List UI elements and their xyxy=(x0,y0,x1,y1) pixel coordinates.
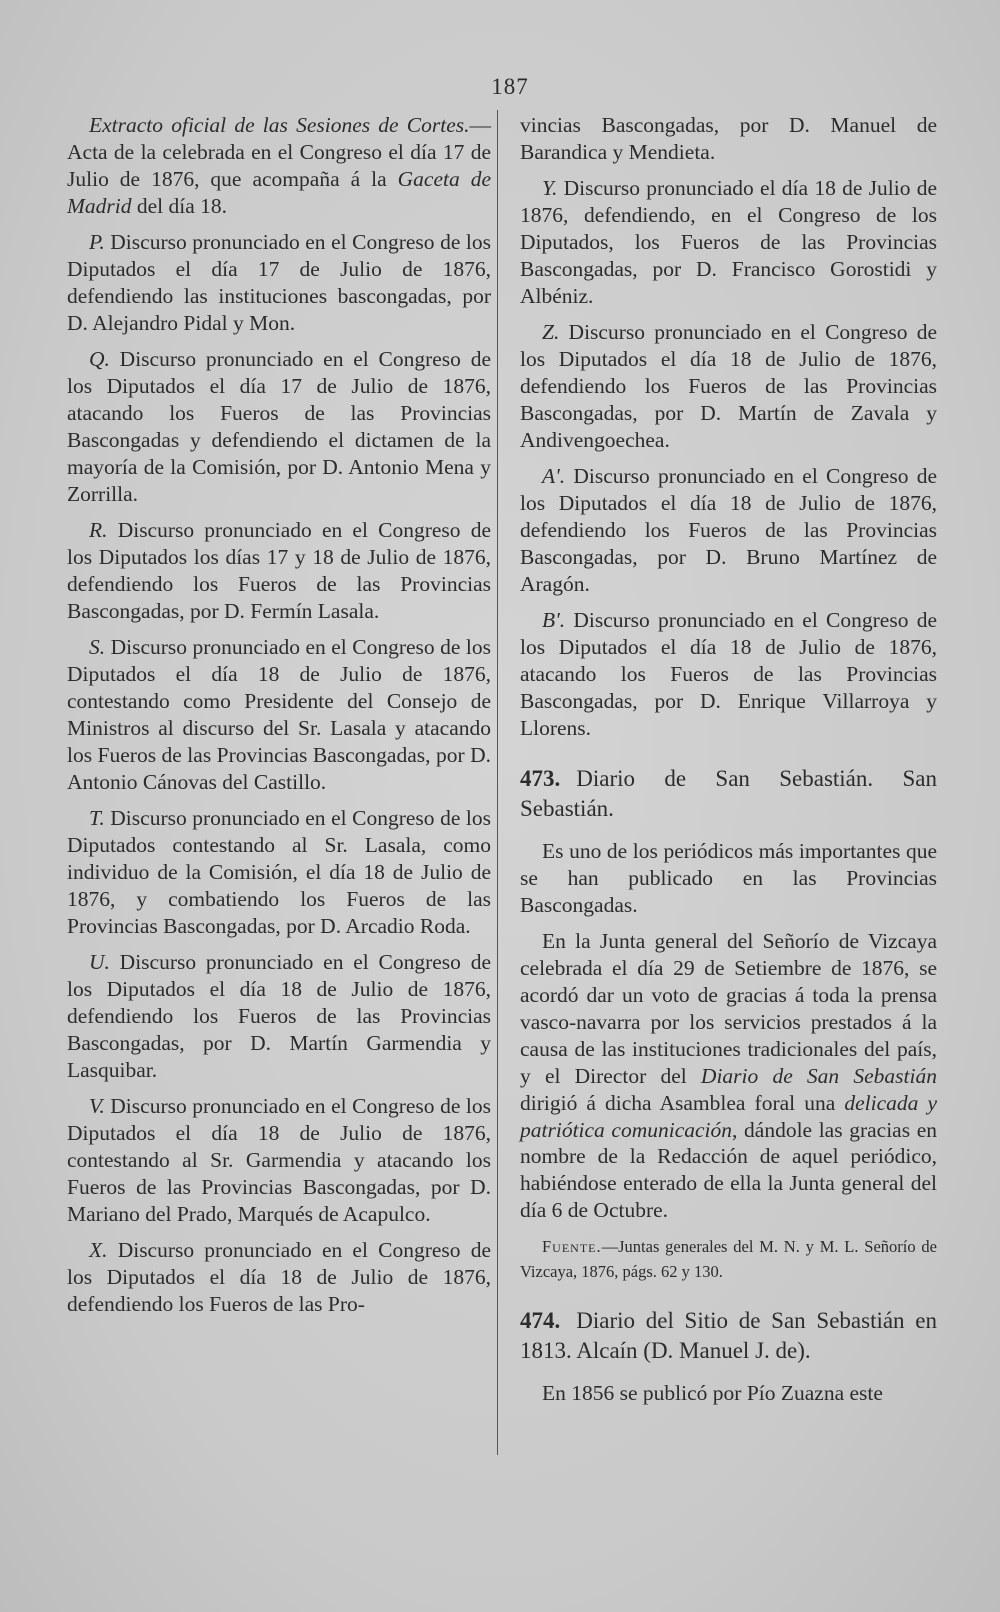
left-column xyxy=(67,112,491,1328)
item-z xyxy=(520,319,937,454)
source-label: Fuente. xyxy=(542,1236,602,1256)
entry-474-heading xyxy=(520,1306,937,1366)
diario-title: Diario de San Sebastián xyxy=(700,1063,937,1088)
item-y xyxy=(520,175,937,310)
item-b-prime xyxy=(520,607,937,742)
item-letter: Z. xyxy=(542,320,560,345)
item-letter: R. xyxy=(89,518,108,543)
intro-lead: Extracto oficial de las Sesiones de Cortes. xyxy=(89,113,470,137)
communication-phrase: delicada y patriótica comunicación xyxy=(520,1090,938,1142)
item-p xyxy=(67,229,491,337)
item-text: Discurso pronunciado en el Congreso de los Diputados el día 18 de Julio de 1876, contestando como Presidente del Consejo de Ministros al discurso del Sr. Lasala y atacando los Fueros de las Provincias Bascongadas, por D. Antonio Cánovas del Castillo. xyxy=(67,635,491,794)
item-v xyxy=(67,1093,491,1228)
intro-text: — Acta de la celebrada en el Congreso el día 17 de Julio de 1876, que acompaña á la xyxy=(67,113,491,191)
item-text: Discurso pronunciado en el Congreso de los Diputados el día 17 de Julio de 1876, atacando los Fueros de las Provincias Bascongadas y defendiendo el dictamen de la mayoría de la Comisión, por D. Antonio Mena y Zorrilla. xyxy=(67,347,491,506)
text-run: En la Junta general del Señorío de Vizcaya celebrada el día 29 de Setiembre de 1876, se acordó dar un voto de gracias á toda la prensa vasco-navarra por los servicios prestados á la causa de las instituciones tradicionales del país, y el Director del xyxy=(520,929,937,1088)
item-letter: U. xyxy=(89,950,110,975)
text-run: , dándole las gracias en nombre de la Redacción de aquel periódico, habiéndose enterado de ella la Junta general del día 6 de Octubre. xyxy=(520,1117,937,1223)
entry-number: 473. xyxy=(520,765,561,791)
item-a-prime xyxy=(520,463,937,598)
column-divider xyxy=(497,110,498,1455)
item-text: Discurso pronunciado en el Congreso de los Diputados el día 18 de Julio de 1876, defendiendo los Fueros de las Provincias Bascongadas, por D. Bruno Martínez de Aragón. xyxy=(520,464,937,596)
item-q xyxy=(67,346,491,507)
item-text: Discurso pronunciado en el Congreso de los Diputados el día 18 de Julio de 1876, defendiendo los Fueros de las Provincias Bascongadas, por D. Martín de Zavala y Andivengoechea. xyxy=(520,320,937,452)
item-letter: B'. xyxy=(542,608,566,633)
item-text: Discurso pronunciado el día 18 de Julio de 1876, defendiendo, en el Congreso de los Diputados, los Fueros de las Provincias Bascongadas, por D. Francisco Gorostidi y Albéniz. xyxy=(520,176,937,308)
item-letter: S. xyxy=(89,635,106,660)
item-letter: X. xyxy=(89,1238,108,1263)
item-text: Discurso pronunciado en el Congreso de los Diputados el día 18 de Julio de 1876, atacando los Fueros de las Provincias Bascongadas, por D. Enrique Villarroya y Llorens. xyxy=(520,608,937,741)
item-t xyxy=(67,805,491,940)
text-run: dirigió á dicha Asamblea foral una xyxy=(520,1090,845,1115)
item-text: Discurso pronunciado en el Congreso de los Diputados el día 18 de Julio de 1876, contestando al Sr. Garmendia y atacando los Fueros de las Provincias Bascongadas, por D. Mariano del Prado, Marqués de Acapulco. xyxy=(67,1094,491,1226)
entry-title: Diario de San Sebastián. San Sebastián. xyxy=(520,765,937,821)
item-letter: Y. xyxy=(542,176,558,201)
source-text: —Juntas generales del M. N. y M. L. Señorío de Vizcaya, 1876, págs. 62 y 130. xyxy=(520,1236,937,1281)
item-letter: T. xyxy=(89,806,105,831)
entry-473-paragraph-1: Es uno de los periódicos más importantes que se han publicado en las Provincias Bascongadas. xyxy=(520,838,937,917)
item-letter: V. xyxy=(89,1094,105,1119)
entry-474-paragraph-1: En 1856 se publicó por Pío Zuazna este xyxy=(542,1380,883,1405)
entry-number: 474. xyxy=(520,1307,561,1333)
right-column xyxy=(520,112,937,1416)
entry-473-source xyxy=(520,1234,937,1284)
entry-title: Diario del Sitio de San Sebastián en 1813. Alcaín (D. Manuel J. de). xyxy=(520,1307,937,1363)
item-x xyxy=(67,1237,491,1318)
item-letter: P. xyxy=(89,230,105,255)
item-u xyxy=(67,949,491,1084)
page-number: 187 xyxy=(491,74,529,99)
entry-473-paragraph-2 xyxy=(520,928,937,1224)
gaceta-title: Gaceta de Madrid xyxy=(67,166,491,218)
item-text: Discurso pronunciado en el Congreso de los Diputados contestando al Sr. Lasala, como individuo de la Comisión, el día 18 de Julio de 1876, y combatiendo los Fueros de las Provincias Bascongadas, por D. Arcadio Roda. xyxy=(67,806,491,938)
entry-473-heading xyxy=(520,764,937,824)
item-text: Discurso pronunciado en el Congreso de los Diputados el día 17 de Julio de 1876, defendiendo las instituciones bascongadas, por D. Alejandro Pidal y Mon. xyxy=(67,230,491,335)
item-letter: A'. xyxy=(542,464,566,489)
item-s xyxy=(67,634,491,795)
intro-paragraph xyxy=(67,112,491,220)
continuation-paragraph: vincias Bascongadas, por D. Manuel de Barandica y Mendieta. xyxy=(520,113,937,164)
item-r xyxy=(67,517,491,625)
item-text: Discurso pronunciado en el Congreso de los Diputados los días 17 y 18 de Julio de 1876, defendiendo los Fueros de las Provincias Bascongadas, por D. Fermín Lasala. xyxy=(67,518,491,623)
item-letter: Q. xyxy=(89,347,110,372)
intro-tail: del día 18. xyxy=(131,193,228,218)
item-text: Discurso pronunciado en el Congreso de los Diputados el día 18 de Julio de 1876, defendiendo los Fueros de las Provincias Bascongadas, por D. Martín Garmendia y Lasquibar. xyxy=(67,950,491,1082)
item-text: Discurso pronunciado en el Congreso de los Diputados el día 18 de Julio de 1876, defendiendo los Fueros de las Pro- xyxy=(67,1238,491,1317)
